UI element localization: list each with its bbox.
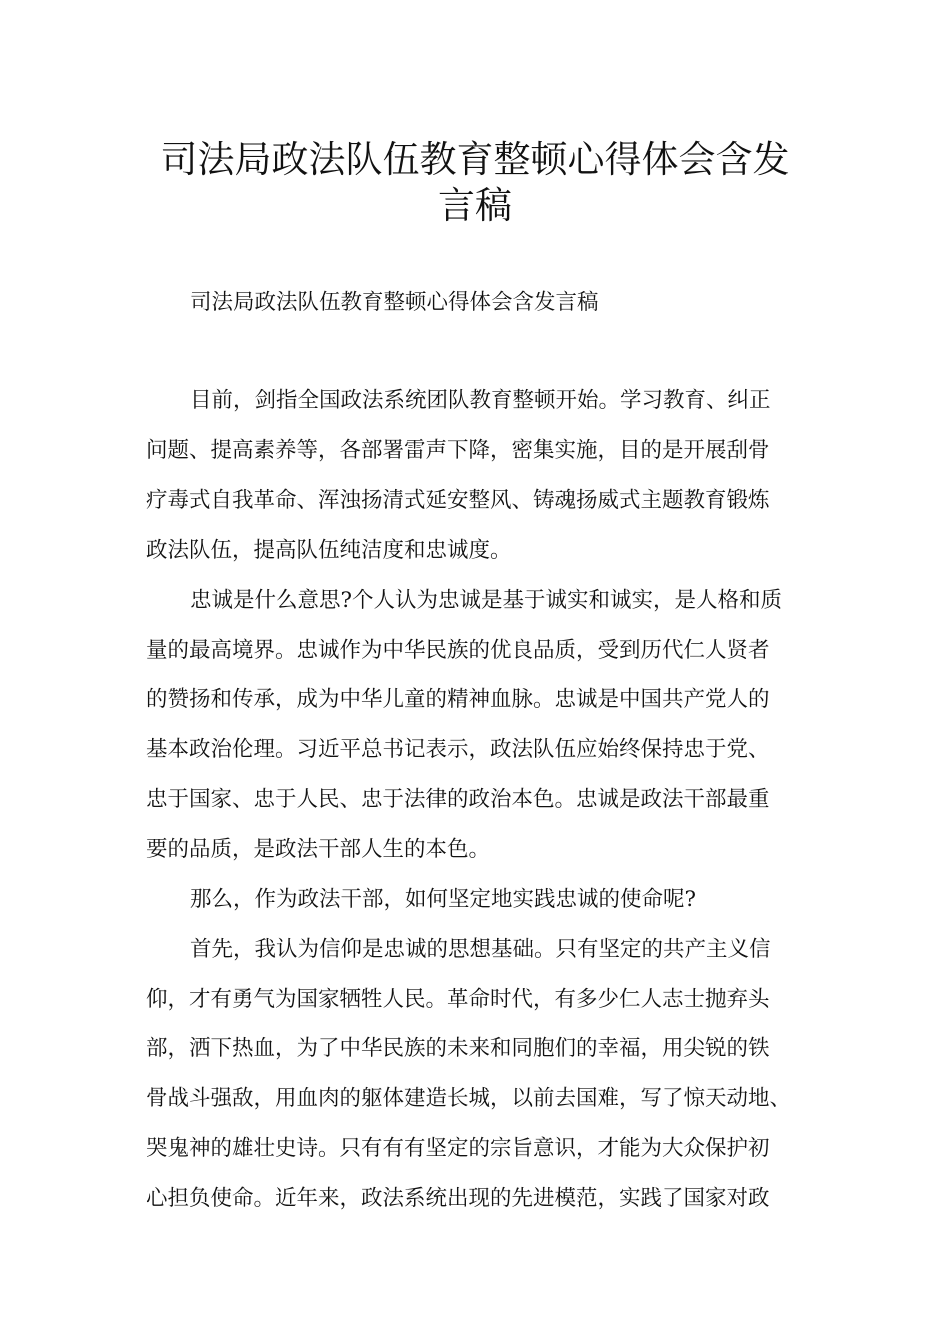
body-line: 哭鬼神的雄壮史诗。只有有有坚定的宗旨意识，才能为大众保护初 (146, 1136, 770, 1161)
body-line: 仰，才有勇气为国家牺牲人民。革命时代，有多少仁人志士抛弃头 (146, 987, 770, 1012)
body-line: 那么，作为政法干部，如何坚定地实践忠诚的使命呢? (190, 887, 697, 912)
document-title-line-1: 司法局政法队伍教育整顿心得体会含发 (160, 138, 790, 181)
body-line: 疗毒式自我革命、浑浊扬清式延安整风、铸魂扬威式主题教育锻炼 (146, 488, 770, 513)
body-line: 忠诚是什么意思?个人认为忠诚是基于诚实和诚实，是人格和质 (190, 588, 783, 613)
body-line: 首先，我认为信仰是忠诚的思想基础。只有坚定的共产主义信 (190, 937, 771, 962)
body-line: 问题、提高素养等，各部署雷声下降，密集实施，目的是开展刮骨 (146, 438, 770, 463)
body-line: 忠于国家、忠于人民、忠于法律的政治本色。忠诚是政法干部最重 (146, 787, 770, 812)
body-line: 骨战斗强敌，用血肉的躯体建造长城，以前去国难，写了惊天动地、 (146, 1086, 792, 1111)
body-line: 量的最高境界。忠诚作为中华民族的优良品质，受到历代仁人贤者 (146, 638, 770, 663)
subtitle-line: 司法局政法队伍教育整顿心得体会含发言稿 (190, 290, 599, 315)
body-line: 基本政治伦理。习近平总书记表示，政法队伍应始终保持忠于党、 (146, 737, 770, 762)
body-line: 的赞扬和传承，成为中华儿童的精神血脉。忠诚是中国共产党人的 (146, 687, 770, 712)
body-line: 目前，剑指全国政法系统团队教育整顿开始。学习教育、纠正 (190, 388, 771, 413)
body-line: 政法队伍，提高队伍纯洁度和忠诚度。 (146, 538, 512, 563)
body-line: 要的品质，是政法干部人生的本色。 (146, 837, 491, 862)
body-line: 心担负使命。近年来，政法系统出现的先进模范，实践了国家对政 (146, 1186, 770, 1211)
body-line: 部，洒下热血，为了中华民族的未来和同胞们的幸福，用尖锐的铁 (146, 1036, 770, 1061)
document-title-line-2: 言稿 (438, 184, 512, 227)
